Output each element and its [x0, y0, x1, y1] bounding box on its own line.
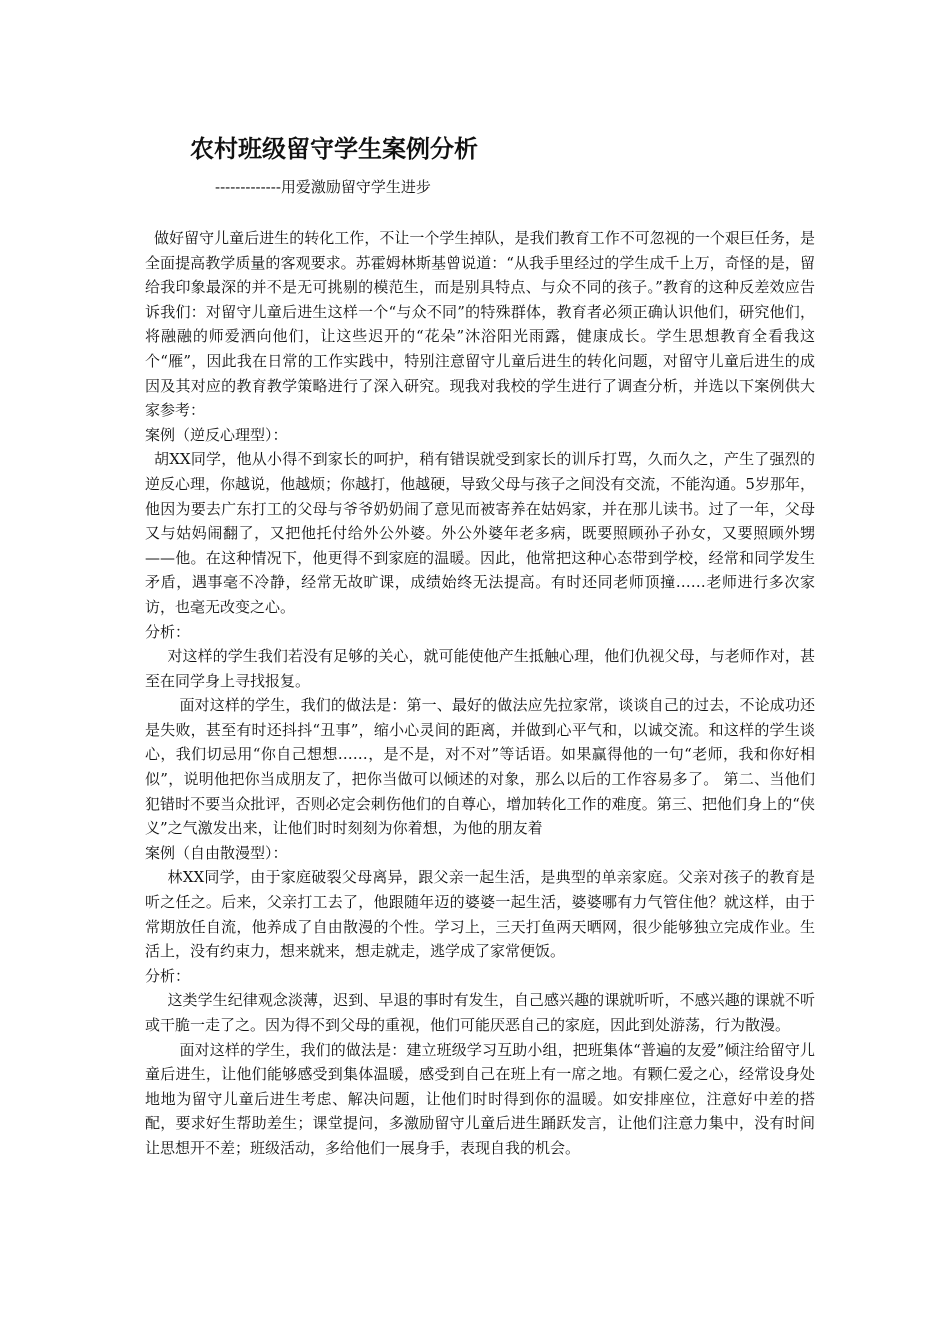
case2-analysis-paragraph-2: 面对这样的学生，我们的做法是：建立班级学习互助小组，把班集体“普遍的友爱”倾注给留守儿童后进生，让他们能够感受到集体温暖，感受到自己在班上有一席之地。有颗仁爱之心，经常设身处地地为留守儿童后进生考虑、解决问题，让他们时时得到你的温暖。如安排座位，注意好中差的搭配，要求好生帮助差生；课堂提问，多激励留守儿童后进生踊跃发言，让他们注意力集中，没有时间让思想开不差；班级活动，多给他们一展身手，表现自我的机会。	[145, 1040, 815, 1157]
case2-label: 案例（自由散漫型）：	[145, 843, 288, 862]
case1-story-paragraph: 胡XX同学，他从小得不到家长的呵护，稍有错误就受到家长的训斥打骂，久而久之，产生了强烈的逆反心理，你越说，他越烦；你越打，他越硬，导致父母与孩子之间没有交流，不能沟通。5岁那年，他因为要去广东打工的父母与爷爷奶奶闹了意见而被寄养在姑妈家，并在那儿读书。过了一年，父母又与姑妈闹翻了，又把他托付给外公外婆。外公外婆年老多病，既要照顾孙子孙女，又要照顾外甥——他。在这种情况下，他更得不到家庭的温暖。因此，他常把这种心态带到学校，经常和同学发生矛盾，遇事毫不冷静，经常无故旷课，成绩始终无法提高。有时还同老师顶撞……老师进行多次家访，也毫无改变之心。	[145, 450, 815, 616]
intro-paragraph: 做好留守儿童后进生的转化工作，不让一个学生掉队，是我们教育工作不可忽视的一个艰巨任务，是全面提高教学质量的客观要求。苏霍姆林斯基曾说道：“从我手里经过的学生成千上万，奇怪的是，留给我印象最深的并不是无可挑剔的模范生，而是别具特点、与众不同的孩子。”教育的这种反差效应告诉我们：对留守儿童后进生这样一个“与众不同”的特殊群体，教育者必须正确认识他们，研究他们，将融融的师爱洒向他们，让这些迟开的“花朵”沐浴阳光雨露，健康成长。学生思想教育全看我这个“雁”，因此我在日常的工作实践中，特别注意留守儿童后进生的转化问题，对留守儿童后进生的成因及其对应的教育教学策略进行了深入研究。现我对我校的学生进行了调查分析，并选以下案例供大家参考：	[145, 229, 815, 420]
case2-analysis-label: 分析：	[145, 966, 191, 985]
document-subtitle: -------------用爱激励留守学生进步	[215, 178, 431, 196]
case2-analysis-paragraph-1: 这类学生纪律观念淡薄，迟到、早退的事时有发生，自己感兴趣的课就听听，不感兴趣的课就不听或干脆一走了之。因为得不到父母的重视，他们可能厌恶自己的家庭，因此到处游荡，行为散漫。	[145, 991, 815, 1034]
case1-analysis-label: 分析：	[145, 622, 191, 641]
case1-label: 案例（逆反心理型）：	[145, 425, 288, 444]
document-title: 农村班级留守学生案例分析	[190, 135, 478, 163]
case1-analysis-paragraph-1: 对这样的学生我们若没有足够的关心，就可能使他产生抵触心理，他们仇视父母，与老师作对，甚至在同学身上寻找报复。	[145, 647, 815, 690]
case2-story-paragraph: 林XX同学，由于家庭破裂父母离异，跟父亲一起生活，是典型的单亲家庭。父亲对孩子的教育是听之任之。后来，父亲打工去了，他跟随年迈的婆婆一起生活，婆婆哪有力气管住他？就这样，由于常期放任自流，他养成了自由散漫的个性。学习上，三天打鱼两天晒网，很少能够独立完成作业。生活上，没有约束力，想来就来，想走就走，逃学成了家常便饭。	[145, 868, 815, 961]
document-body	[145, 226, 815, 1161]
case1-analysis-paragraph-2: 面对这样的学生，我们的做法是：第一、最好的做法应先拉家常，谈谈自己的过去，不论成功还是失败，甚至有时还抖抖“丑事”，缩小心灵间的距离，并做到心平气和，以诚交流。和这样的学生谈心，我们切忌用“你自己想想……，是不是，对不对”等话语。如果赢得他的一句“老师，我和你好相似”，说明他把你当成朋友了，把你当做可以倾述的对象，那么以后的工作容易多了。 第二、当他们犯错时不要当众批评，否则必定会刺伤他们的自尊心，增加转化工作的难度。第三、把他们身上的“侠义”之气激发出来，让他们时时刻刻为你着想，为他的朋友着	[145, 696, 815, 838]
